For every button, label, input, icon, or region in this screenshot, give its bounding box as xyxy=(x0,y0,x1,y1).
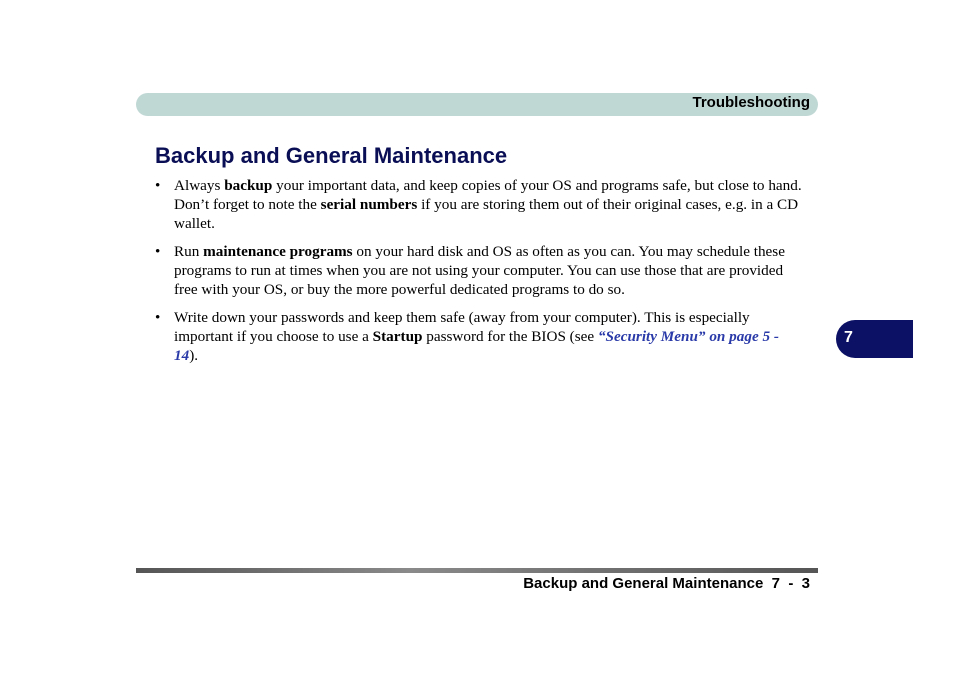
bullet-mark: • xyxy=(155,309,161,326)
bullet-mark: • xyxy=(155,177,161,194)
bullet-text: Always xyxy=(174,177,225,194)
bullet-text: if you are storing them out of their original cases, e.g. in a CD wallet. xyxy=(174,196,799,232)
bullet-item-backup xyxy=(155,176,805,233)
bullet-list xyxy=(155,176,805,374)
bullet-bold-text: Startup xyxy=(372,328,423,345)
bullet-text: on your hard disk and OS as often as you can. You may schedule these programs to run at times when you are not using your computer. You can use those that are provided free with your OS, or buy the more powerful dedicated programs to do so. xyxy=(174,243,785,298)
footer-title: Backup and General Maintenance xyxy=(523,575,764,592)
bullet-text: ). xyxy=(189,347,199,364)
bullet-item-passwords xyxy=(155,308,805,365)
footer-divider xyxy=(136,568,818,573)
footer-page-number: 7 - 3 xyxy=(771,575,810,592)
bullet-bold-text: maintenance programs xyxy=(203,243,353,260)
bullet-text: Write down your passwords and keep them safe (away from your computer). This is especially important if you choose to use a xyxy=(174,309,750,345)
bullet-bold-text: backup xyxy=(224,177,273,194)
security-menu-link[interactable]: “Security Menu” on page 5 - 14 xyxy=(174,328,779,364)
bullet-text: your important data, and keep copies of your OS and programs safe, but close to hand. Don’t forget to note the xyxy=(174,177,802,213)
chapter-number: 7 xyxy=(844,329,853,346)
chapter-tab[interactable] xyxy=(836,320,913,358)
bullet-bold-text: serial numbers xyxy=(320,196,418,213)
header-bar xyxy=(136,93,818,116)
bullet-mark: • xyxy=(155,243,161,260)
bullet-text: password for the BIOS (see xyxy=(422,328,598,345)
bullet-item-maintenance xyxy=(155,242,805,299)
header-section-title: Troubleshooting xyxy=(692,94,810,111)
bullet-text: Run xyxy=(174,243,204,260)
footer xyxy=(523,575,810,593)
page-title: Backup and General Maintenance xyxy=(155,143,508,168)
